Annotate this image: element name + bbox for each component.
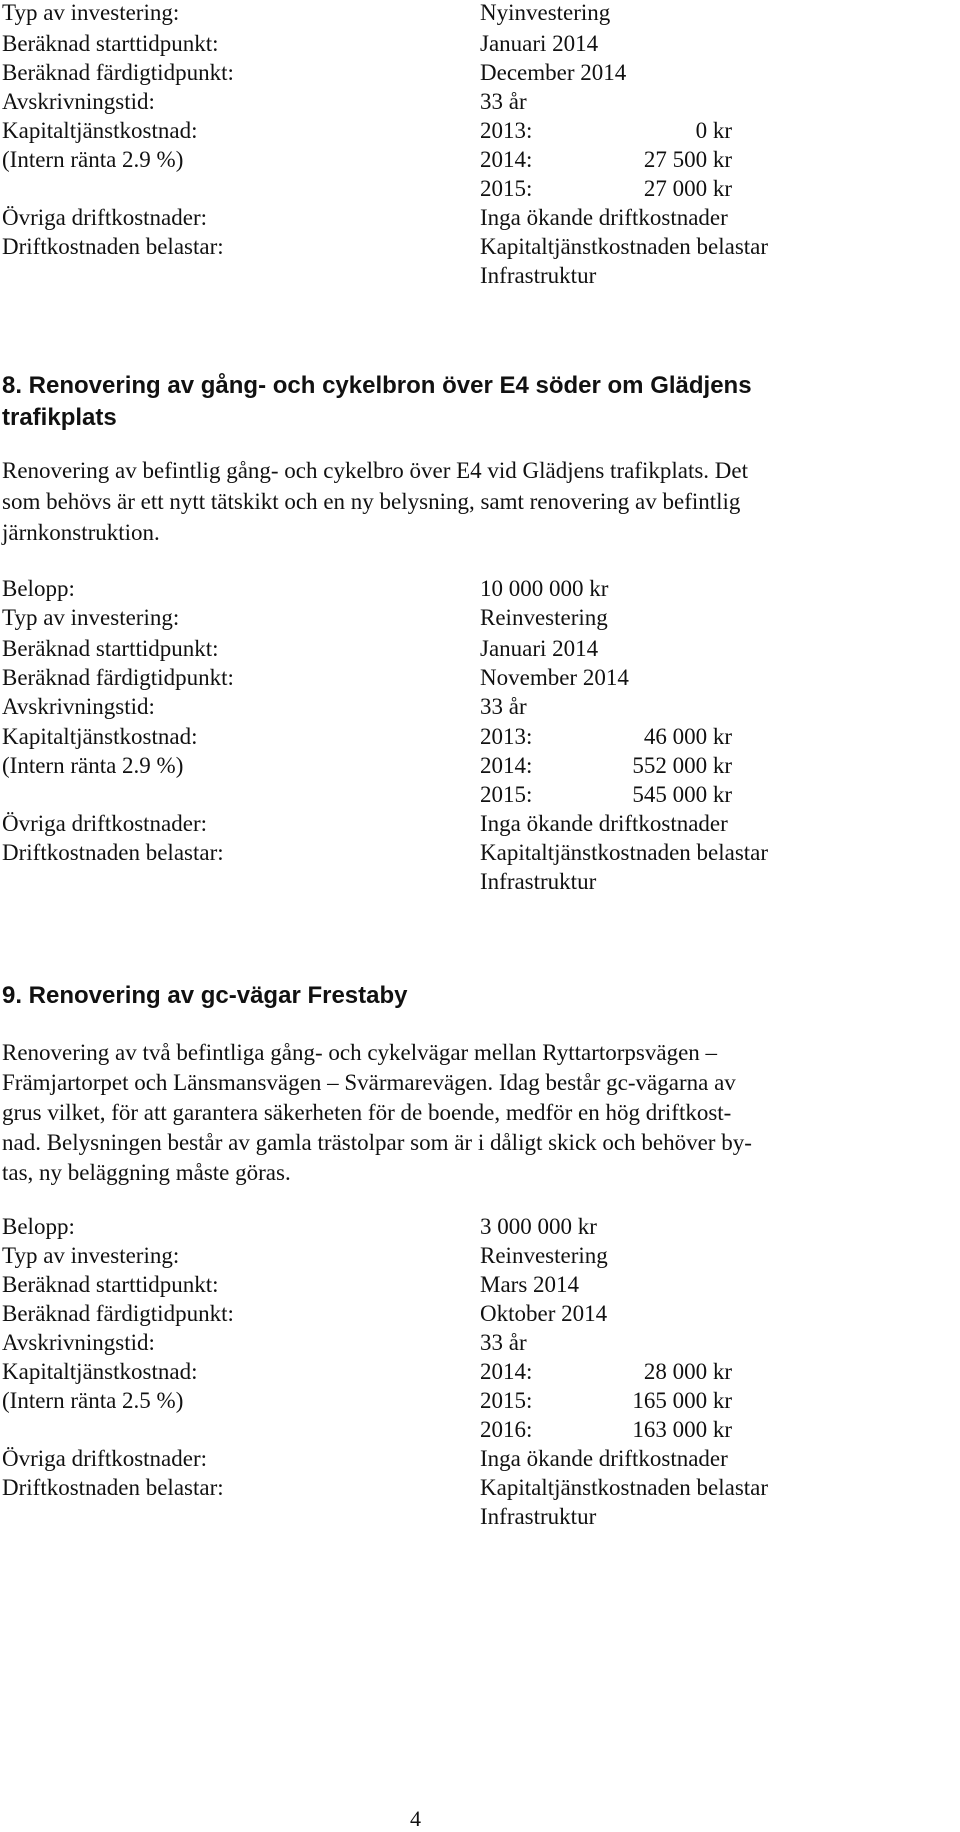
capital-cost-amount: 552 000 kr [632,753,732,778]
depreciation-label: Avskrivningstid: [2,694,155,719]
investment-type-value: Reinvestering [480,1243,608,1268]
capital-cost-amount: 46 000 kr [643,724,732,749]
investment-type-value: Nyinvestering [480,0,611,25]
other-costs-label: Övriga driftkostnader: [2,811,208,836]
depreciation-label: Avskrivningstid: [2,89,155,114]
capital-cost-year: 2015: [480,1388,533,1413]
charged-to-value: Kapitaltjänstkostnaden belastar [480,234,769,259]
capital-cost-amount: 27 000 kr [643,176,732,201]
charged-to-value-cont: Infrastruktur [480,263,597,288]
charged-to-label: Driftkostnaden belastar: [2,234,224,259]
interest-rate-label: (Intern ränta 2.9 %) [2,753,184,778]
amount-value: 3 000 000 kr [480,1214,597,1239]
capital-cost-year: 2013: [480,118,533,143]
paragraph-line: järnkonstruktion. [2,520,160,545]
capital-cost-year: 2016: [480,1417,533,1442]
capital-cost-amount: 27 500 kr [643,147,732,172]
investment-type-value: Reinvestering [480,605,608,630]
charged-to-label: Driftkostnaden belastar: [2,1475,224,1500]
start-date-value: Mars 2014 [480,1272,580,1297]
paragraph-line: nad. Belysningen består av gamla trästolpar som är i dåligt skick och behöver by- [2,1130,752,1155]
charged-to-value: Kapitaltjänstkostnaden belastar [480,1475,769,1500]
start-date-value: Januari 2014 [480,31,599,56]
capital-cost-year: 2015: [480,782,533,807]
paragraph-line: tas, ny beläggning måste göras. [2,1160,291,1185]
capital-cost-year: 2014: [480,753,533,778]
capital-cost-label: Kapitaltjänstkostnad: [2,118,198,143]
other-costs-label: Övriga driftkostnader: [2,205,208,230]
paragraph-line: Renovering av två befintliga gång- och cykelvägar mellan Ryttartorpsvägen – [2,1040,718,1065]
charged-to-value-cont: Infrastruktur [480,1504,597,1529]
amount-label: Belopp: [2,576,75,601]
capital-cost-amount: 0 kr [695,118,732,143]
capital-cost-amount: 545 000 kr [632,782,732,807]
depreciation-label: Avskrivningstid: [2,1330,155,1355]
finish-date-value: Oktober 2014 [480,1301,608,1326]
amount-value: 10 000 000 kr [480,576,609,601]
capital-cost-year: 2013: [480,724,533,749]
finish-date-label: Beräknad färdigtidpunkt: [2,60,234,85]
paragraph-line: Renovering av befintlig gång- och cykelbro över E4 vid Glädjens trafikplats. Det [2,458,749,483]
start-date-label: Beräknad starttidpunkt: [2,31,219,56]
section-heading: 8. Renovering av gång- och cykelbron över E4 söder om Glädjens [2,372,752,399]
capital-cost-year: 2014: [480,1359,533,1384]
finish-date-label: Beräknad färdigtidpunkt: [2,665,234,690]
capital-cost-label: Kapitaltjänstkostnad: [2,724,198,749]
capital-cost-year: 2014: [480,147,533,172]
investment-type-label: Typ av investering: [2,0,180,25]
paragraph-line: grus vilket, för att garantera säkerheten för de boende, medför en hög driftkost- [2,1100,732,1125]
investment-type-label: Typ av investering: [2,605,180,630]
interest-rate-label: (Intern ränta 2.5 %) [2,1388,184,1413]
interest-rate-label: (Intern ränta 2.9 %) [2,147,184,172]
charged-to-value: Kapitaltjänstkostnaden belastar [480,840,769,865]
finish-date-label: Beräknad färdigtidpunkt: [2,1301,234,1326]
finish-date-value: November 2014 [480,665,629,690]
section-heading-cont: trafikplats [2,404,117,431]
other-costs-label: Övriga driftkostnader: [2,1446,208,1471]
amount-label: Belopp: [2,1214,75,1239]
investment-type-label: Typ av investering: [2,1243,180,1268]
capital-cost-amount: 163 000 kr [632,1417,732,1442]
start-date-value: Januari 2014 [480,636,599,661]
charged-to-value-cont: Infrastruktur [480,869,597,894]
paragraph-line: som behövs är ett nytt tätskikt och en ny belysning, samt renovering av befintlig [2,489,741,514]
section-heading: 9. Renovering av gc-vägar Frestaby [2,982,408,1009]
depreciation-value: 33 år [480,694,527,719]
finish-date-value: December 2014 [480,60,627,85]
depreciation-value: 33 år [480,1330,527,1355]
depreciation-value: 33 år [480,89,527,114]
capital-cost-amount: 165 000 kr [632,1388,732,1413]
charged-to-label: Driftkostnaden belastar: [2,840,224,865]
capital-cost-label: Kapitaltjänstkostnad: [2,1359,198,1384]
start-date-label: Beräknad starttidpunkt: [2,1272,219,1297]
paragraph-line: Främjartorpet och Länsmansvägen – Svärmarevägen. Idag består gc-vägarna av [2,1070,736,1095]
page-number: 4 [410,1806,421,1831]
other-costs-value: Inga ökande driftkostnader [480,1446,728,1471]
start-date-label: Beräknad starttidpunkt: [2,636,219,661]
other-costs-value: Inga ökande driftkostnader [480,811,728,836]
other-costs-value: Inga ökande driftkostnader [480,205,728,230]
capital-cost-year: 2015: [480,176,533,201]
capital-cost-amount: 28 000 kr [643,1359,732,1384]
